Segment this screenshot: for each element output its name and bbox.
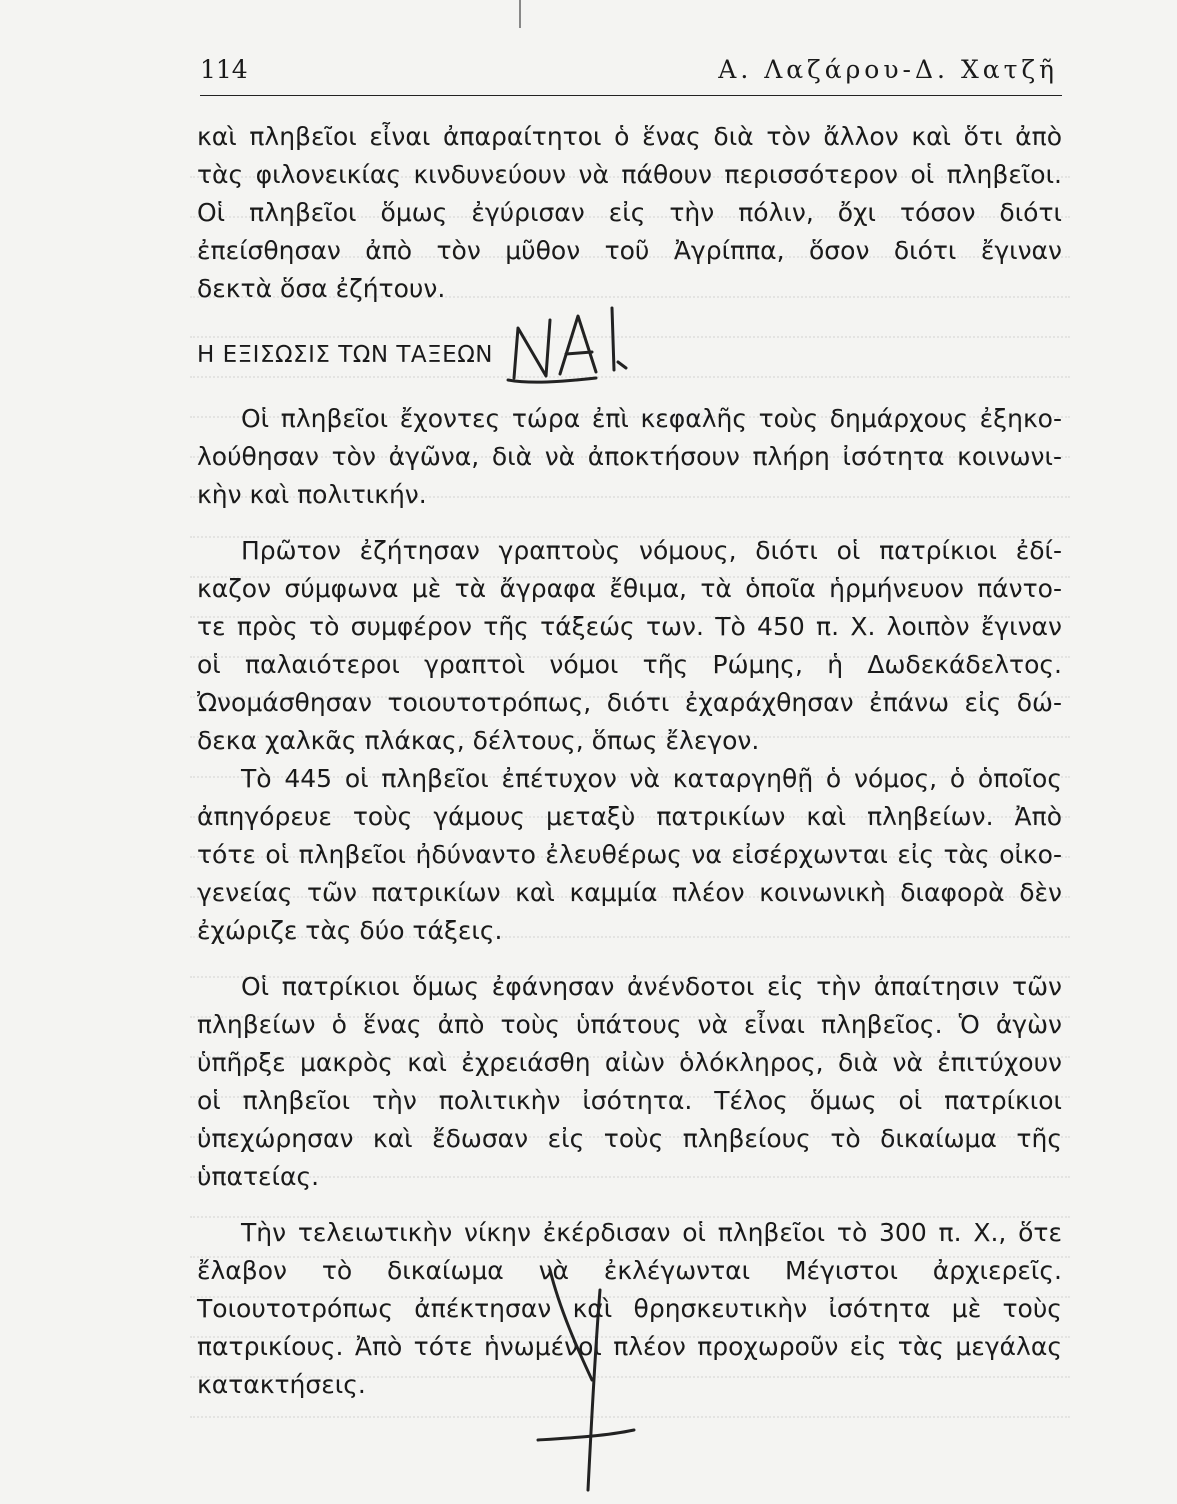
page-header [200,55,1062,96]
intro-paragraph [197,118,1062,308]
text-line: ὑπεχώρησαν καὶ ἔδωσαν εἰς τοὺς πληβείους τὸ δικαίωμα τῆς [197,1124,1062,1153]
binding-mark [510,0,530,30]
text-line: ὑπατείας. [197,1162,320,1191]
paragraph-4 [197,968,1062,1196]
text-line: Πρῶτον ἐζήτησαν γραπτοὺς νόμους, διότι οἱ πατρίκιοι ἐδί- [241,536,1062,565]
text-line: πληβείων ὁ ἕνας ἀπὸ τοὺς ὑπάτους νὰ εἶναι πληβεῖος. Ὁ ἀγὼν [197,1010,1062,1039]
text-line: καζον σύμφωνα μὲ τὰ ἄγραφα ἔθιμα, τὰ ὁποῖα ἡρμήνευον πάντο- [197,574,1062,603]
section-heading: Η ΕΞΙΣΩΣΙΣ ΤΩΝ ΤΑΞΕΩΝ [197,342,493,368]
text-line: Ὠνομάσθησαν τοιουτοτρόπως, διότι ἐχαράχθησαν ἐπάνω εἰς δώ- [197,688,1062,717]
handwritten-cross-mark [530,1260,640,1500]
text-line: τὰς φιλονεικίας κινδυνεύουν νὰ πάθουν περισσότερον οἱ πληβεῖοι. [197,160,1062,189]
text-line: πατρικίους. Ἀπὸ τότε ἡνωμένοι πλέον προχωροῦν εἰς τὰς μεγάλας [197,1332,1062,1361]
paragraph-2 [197,532,1062,760]
text-line: οἱ παλαιότεροι γραπτοὶ νόμοι τῆς Ρώμης, ἡ Δωδεκάδελτος. [197,650,1062,679]
text-line: λούθησαν τὸν ἀγῶνα, διὰ νὰ ἀποκτήσουν πλήρη ἰσότητα κοινωνι- [197,442,1062,471]
handwritten-nai-annotation [500,298,640,388]
text-line: Τὸ 445 οἱ πληβεῖοι ἐπέτυχον νὰ καταργηθῇ ὁ νόμος, ὁ ὁποῖος [241,764,1062,793]
text-line: Οἱ πληβεῖοι ἔχοντες τώρα ἐπὶ κεφαλῆς τοὺς δημάρχους ἐξηκο- [241,404,1062,433]
page-number: 114 [200,55,248,84]
text-line: Τοιουτοτρόπως ἀπέκτησαν καὶ θρησκευτικὴν ἰσότητα μὲ τοὺς [197,1294,1062,1323]
paragraph-3 [197,760,1062,950]
text-line: ἐχώριζε τὰς δύο τάξεις. [197,916,503,945]
text-line: καὶ πληβεῖοι εἶναι ἀπαραίτητοι ὁ ἕνας διὰ τὸν ἄλλον καὶ ὅτι ἀπὸ [197,122,1062,151]
text-line: δεκα χαλκᾶς πλάκας, δέλτους, ὅπως ἔλεγον. [197,726,760,755]
text-line: Οἱ πληβεῖοι ὅμως ἐγύρισαν εἰς τὴν πόλιν, ὄχι τόσον διότι [197,198,1062,227]
text-line: γενείας τῶν πατρικίων καὶ καμμία πλέον κοινωνικὴ διαφορὰ δὲν [197,878,1062,907]
text-line: ὑπῆρξε μακρὸς καὶ ἐχρειάσθη αἰὼν ὁλόκληρος, διὰ νὰ ἐπιτύχουν [197,1048,1062,1077]
text-line: κατακτήσεις. [197,1370,366,1399]
text-line: ἀπηγόρευε τοὺς γάμους μεταξὺ πατρικίων καὶ πληβείων. Ἀπὸ [197,802,1062,831]
text-line: κὴν καὶ πολιτικήν. [197,480,427,509]
paragraph-1 [197,400,1062,514]
text-line: Οἱ πατρίκιοι ὅμως ἐφάνησαν ἀνένδοτοι εἰς τὴν ἀπαίτησιν τῶν [241,972,1062,1001]
text-line: Τὴν τελειωτικὴν νίκην ἐκέρδισαν οἱ πληβεῖοι τὸ 300 π. Χ., ὅτε [241,1218,1062,1247]
text-line: τε πρὸς τὸ συμφέρον τῆς τάξεώς των. Τὸ 450 π. Χ. λοιπὸν ἔγιναν [197,612,1062,641]
text-line: τότε οἱ πληβεῖοι ἠδύναντο ἐλευθέρως να εἰσέρχωνται εἰς τὰς οἰκο- [197,840,1062,869]
running-head: Α. Λαζάρου-Δ. Χατζῆ [718,55,1058,84]
text-line: δεκτὰ ὅσα ἐζήτουν. [197,274,446,303]
text-line: ἔλαβον τὸ δικαίωμα νὰ ἐκλέγωνται Μέγιστοι ἀρχιερεῖς. [197,1256,1062,1285]
text-line: ἐπείσθησαν ἀπὸ τὸν μῦθον τοῦ Ἀγρίππα, ὅσον διότι ἔγιναν [197,236,1062,265]
text-line: οἱ πληβεῖοι τὴν πολιτικὴν ἰσότητα. Τέλος ὅμως οἱ πατρίκιοι [197,1086,1062,1115]
